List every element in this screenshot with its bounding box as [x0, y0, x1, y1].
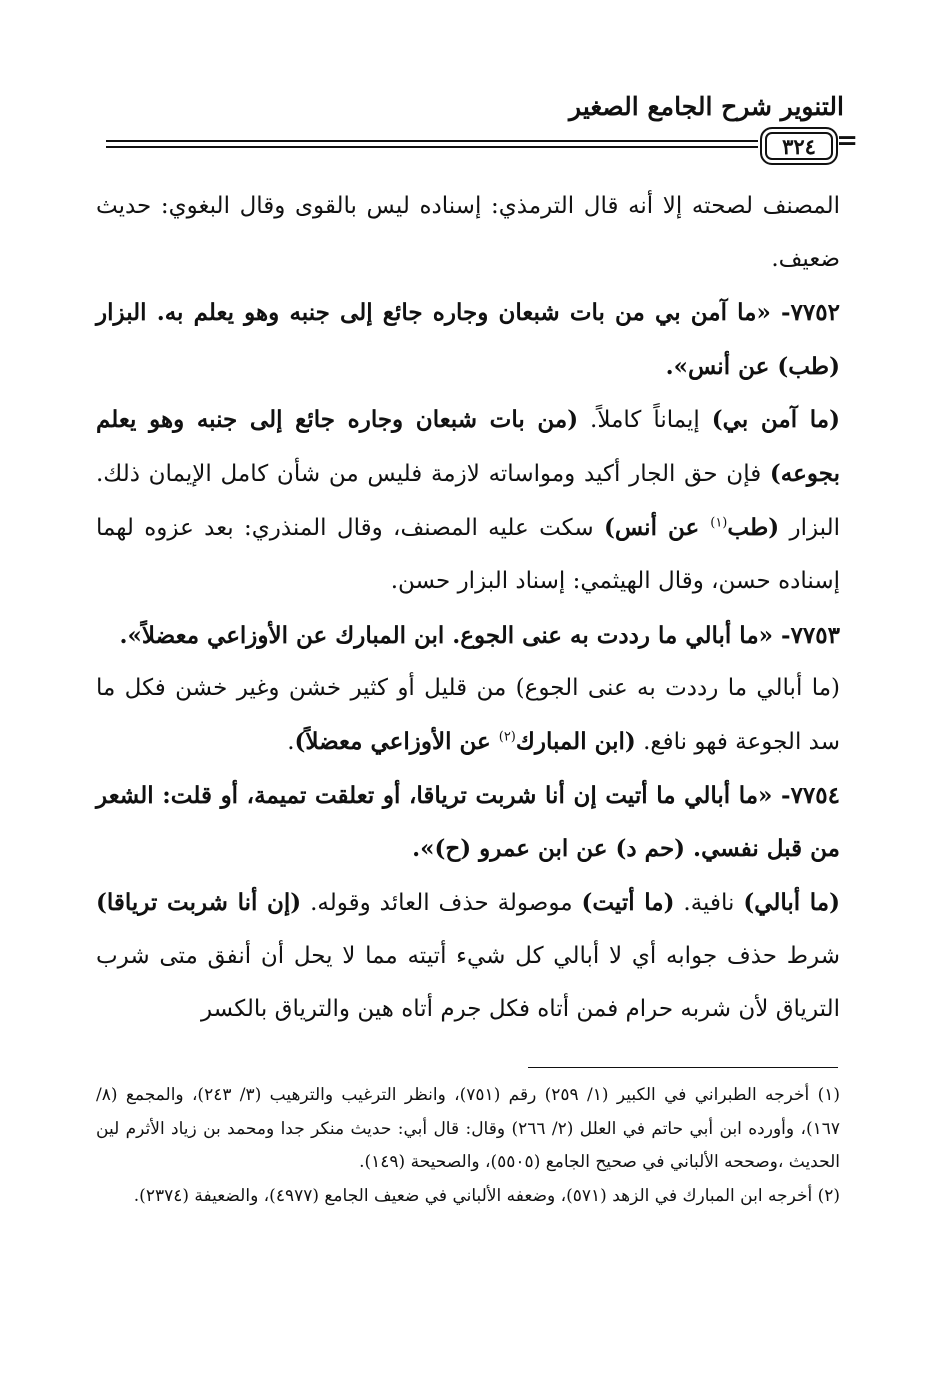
quoted-phrase: (من بات شبعان وجاره جائع إلى جنبه وهو يعلم بجوعه) — [96, 405, 840, 488]
commentary-text: إيماناً كاملاً. — [578, 406, 712, 433]
quoted-phrase: (إن أنا شربت ترياقا) — [96, 888, 302, 916]
header-ornament: = — [836, 126, 858, 156]
commentary-text: نافية. — [674, 889, 744, 916]
running-title: التنوير شرح الجامع الصغير — [569, 92, 844, 121]
hadith-7752: ٧٧٥٢- «ما آمن بي من بات شبعان وجاره جائع إلى جنبه وهو يعلم به. البزار (طب) عن أنس». — [96, 299, 840, 380]
quoted-phrase: (ما أتيت) — [581, 888, 675, 916]
commentary-text: . — [287, 729, 295, 756]
quoted-phrase: (ما أبالي) — [743, 888, 840, 916]
source-reference: عن أنس) — [603, 514, 711, 542]
commentary-paragraph — [96, 876, 840, 1037]
footnote-1: (١) أخرجه الطبراني في الكبير (١/ ٢٥٩) رقم (٧٥١)، وانظر الترغيب والترهيب (٣/ ٢٤٣)، والمجمع (٨/ ١٦٧)، وأورده ابن أبي حاتم في العلل (٢/ ٢٦٦) وقال: قال أبي: حديث منكر جدا ومحمد بن زياد الأثرم لين الحديث ،وصححه الألباني في صحيح الجامع (٥٥٠٥)، والصحيحة (١٤٩). — [96, 1085, 840, 1172]
commentary-text: شرط حذف جوابه أي لا أبالي كل شيء أتيته مما لا يحل أن أنفق متى شرب الترياق لأن شربه حرام فمن أتاه فكل جرم أتاه هين والترياق بالكسر — [96, 942, 840, 1023]
header-rule-double — [106, 146, 758, 148]
main-text — [96, 180, 840, 1036]
footnotes — [96, 1079, 840, 1213]
header-rule — [106, 140, 758, 142]
commentary-paragraph — [96, 662, 840, 769]
source-reference: عن الأوزاعي معضلاً) — [294, 728, 499, 756]
commentary-text: (ما أبالي ما رددت به عنى الجوع) من قليل أو كثير خشن وغير خشن فكل ما سد الجوعة فهو نافع. — [96, 674, 840, 756]
footnote-2: (٢) أخرجه ابن المبارك في الزهد (٥٧١)، وضعفه الألباني في ضعيف الجامع (٤٩٧٧)، والضعيفة (٢٣٧٤). — [133, 1185, 840, 1206]
commentary-text: فإن حق الجار أكيد ومواساته لازمة فليس من شأن كامل الإيمان ذلك. البزار — [96, 461, 840, 542]
source-reference: (طب — [727, 514, 780, 542]
commentary-text: موصولة حذف العائد وقوله. — [301, 889, 582, 916]
hadith-7753: ٧٧٥٣- «ما أبالي ما رددت به عنى الجوع. ابن المبارك عن الأوزاعي معضلاً». — [119, 621, 840, 649]
commentary-paragraph — [96, 393, 840, 609]
footnote-marker[interactable]: (٢) — [498, 729, 516, 745]
page-number: ٣٢٤ — [760, 127, 838, 165]
commentary-text: سكت عليه المصنف، وقال المنذري: بعد عزوه لهما إسناده حسن، وقال الهيثمي: إسناد البزار حسن. — [96, 515, 840, 595]
quoted-phrase: (ما آمن بي) — [711, 405, 840, 433]
commentary-paragraph: المصنف لصحته إلا أنه قال الترمذي: إسناده ليس بالقوى وقال البغوي: حديث ضعيف. — [96, 193, 840, 273]
source-reference: (ابن المبارك — [515, 728, 636, 756]
hadith-7754: ٧٧٥٤- «ما أبالي ما أتيت إن أنا شربت ترياقا، أو تعلقت تميمة، أو قلت: الشعر من قبل نفسي. (حم د) عن ابن عمرو (ح)». — [96, 782, 840, 863]
footnote-marker[interactable]: (١) — [710, 515, 728, 531]
footnote-separator — [528, 1067, 838, 1068]
